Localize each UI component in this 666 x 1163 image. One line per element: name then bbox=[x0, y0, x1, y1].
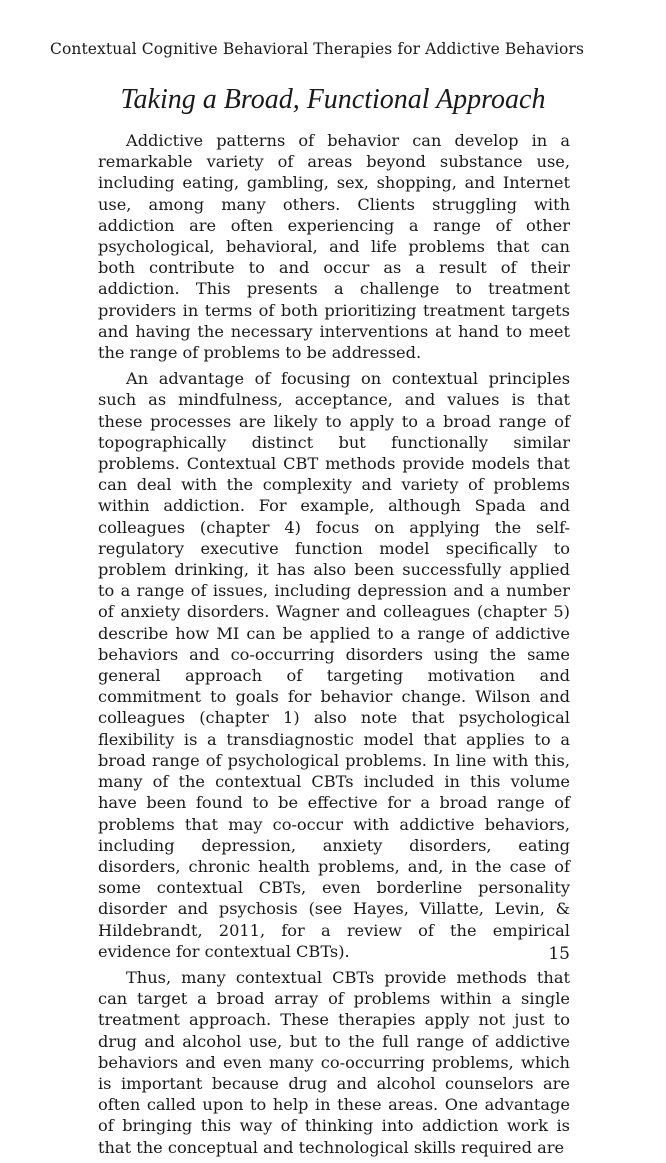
page-number: 15 bbox=[548, 944, 570, 964]
paragraph-1: Addictive patterns of behavior can develop in a remarkable variety of areas beyond substance use, including eating, gambling, sex, shopping, and Internet use, among many others. Clients struggling with addiction are often experiencing a range of other psychological, behavioral, and life problems that can both contribute to and occur as a result of their addiction. This presents a challenge to treatment providers in terms of both prioritizing treatment targets and having the necessary interventions at hand to meet the range of problems to be addressed. bbox=[98, 131, 570, 363]
body-text bbox=[98, 130, 570, 1163]
paragraph-2: An advantage of focusing on contextual principles such as mindfulness, acceptance, and values is that these processes are likely to apply to a broad range of topographically distinct but functionally similar problems. Contextual CBT methods provide models that can deal with the complexity and variety of problems within addiction. For example, although Spada and colleagues (chapter 4) focus on applying the self-regulatory executive function model specifically to problem drinking, it has also been successfully applied to a range of issues, including depression and a number of anxiety disorders. Wagner and colleagues (chapter 5) describe how MI can be applied to a range of addictive behaviors and co-occurring disorders using the same general approach of targeting motivation and commitment to goals for behavior change. Wilson and colleagues (chapter 1) also note that psychological flexibility is a transdiagnostic model that applies to a broad range of psychological problems. In line with this, many of the contextual CBTs included in this volume have been found to be effective for a broad range of problems that may co-occur with addictive behaviors, including depression, anxiety disorders, eating disorders, chronic health problems, and, in the case of some contextual CBTs, even borderline personality disorder and psychosis (see Hayes, Villatte, Levin, & Hildebrandt, 2011, for a review of the empirical evidence for contextual CBTs). bbox=[98, 369, 570, 961]
section-heading: Taking a Broad, Functional Approach bbox=[120, 84, 546, 115]
paragraph-3: Thus, many contextual CBTs provide methods that can target a broad array of problems within a single treatment approach. These therapies apply not just to drug and alcohol use, but to the full range of addictive behaviors and even many co-occurring problems, which is important because drug and alcohol counselors are often called upon to help in these areas. One advantage of bringing this way of thinking into addiction work is that the conceptual and technological skills required are bbox=[98, 967, 570, 1157]
running-head: Contextual Cognitive Behavioral Therapies for Addictive Behaviors bbox=[49, 40, 584, 58]
